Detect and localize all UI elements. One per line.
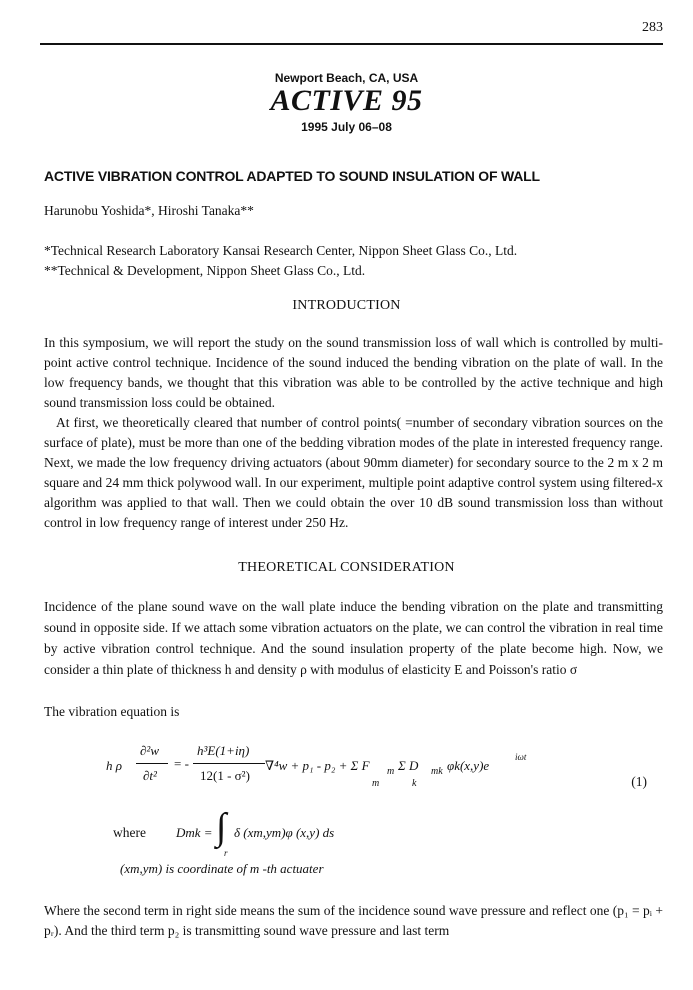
affiliation-1: *Technical Research Laboratory Kansai Research Center, Nippon Sheet Glass Co., Ltd.	[44, 243, 518, 258]
eq-phi-term: φk(x,y)e	[447, 758, 490, 773]
page-number: 283	[642, 20, 663, 35]
paper-authors: Harunobu Yoshida*, Hiroshi Tanaka**	[44, 203, 254, 218]
paper-title: ACTIVE VIBRATION CONTROL ADAPTED TO SOUND INSULATION OF WALL	[44, 168, 540, 184]
eq-sub-m: m	[387, 766, 395, 777]
introduction-heading: INTRODUCTION	[292, 298, 401, 313]
theory-heading: THEORETICAL CONSIDERATION	[238, 560, 455, 575]
eq-fraction-line-1	[136, 763, 168, 764]
eq-d2w: ∂²w	[140, 743, 159, 758]
eq-numerator: h³E(1+iη)	[197, 743, 250, 758]
affiliation-2: **Technical & Development, Nippon Sheet Glass Co., Ltd.	[44, 263, 366, 278]
header-rule	[40, 43, 663, 45]
equation-intro: The vibration equation is	[44, 704, 180, 719]
introduction-paragraph-1: In this symposium, we will report the study on the sound transmission loss of wall which is controlled by multi-point active control technique. Incidence of the sound induced the bending vibration on the plate of wall. In the low frequency bands, we thought that this vibration was able to be controlled by the active technique and high sound transmission loss could be obtained.	[44, 335, 663, 410]
eq-sub-mk: mk	[431, 766, 443, 777]
equation-number: (1)	[631, 774, 647, 789]
eq-fraction-line-2	[193, 763, 265, 764]
eq-minus: = -	[174, 756, 189, 771]
eq-denominator: 12(1 - σ²)	[200, 768, 250, 783]
eq-sum-d: Σ D	[398, 758, 419, 773]
eq-lhs: h ρ	[106, 758, 122, 773]
integral-lower-limit: r	[224, 848, 228, 858]
coordinate-note: (xm,ym) is coordinate of m -th actuater	[120, 861, 324, 876]
integral-sign: ∫	[216, 806, 227, 848]
integral-body: δ (xm,ym)φ (x,y) ds	[234, 825, 335, 840]
closing-paragraph: Where the second term in right side means the sum of the incidence sound wave pressure and reflect one (p₁ = pᵢ + pᵣ). And the third term p₂ is transmitting sound wave pressure and last term	[44, 903, 663, 938]
conference-location: Newport Beach, CA, USA	[274, 71, 419, 85]
eq-dt2: ∂t²	[143, 768, 157, 783]
introduction-paragraph-2: At first, we theoretically cleared that number of control points( =number of secondary vibration sources on the surface of plate), must be more than one of the bedding vibration modes of the plate in interested frequency range. Next, we made the low frequency driving actuators (about 90mm diameter) for secondary source to the 2 m x 2 m square and 24 mm thick polywood wall. In our experiment, multiple point adaptive control system using filtered-x algorithm was applied to that wall. Then we could obtain the over 10 dB sound transmission loss than without control in low frequency range of interest under 250 Hz.	[44, 415, 663, 530]
eq-exponent: iωt	[515, 752, 527, 762]
eq-index-m: m	[372, 778, 380, 789]
eq-nabla-terms: ∇⁴w + p₁ - p₂ + Σ F	[265, 758, 370, 773]
where-lhs: Dmk =	[176, 825, 213, 840]
eq-index-k: k	[412, 778, 417, 789]
where-label: where	[113, 825, 146, 840]
conference-dates: 1995 July 06–08	[301, 120, 392, 134]
conference-title: ACTIVE 95	[270, 84, 423, 117]
theory-paragraph: Incidence of the plane sound wave on the wall plate induce the bending vibration on the plate and transmitting sound in opposite side. If we attach some vibration actuators on the plate, we can control the vibration in real time by active vibration control technique. And the sound insulation property of the plate become high. Now, we consider a thin plate of thickness h and density ρ with modulus of elasticity E and Poisson's ratio σ	[44, 599, 663, 677]
